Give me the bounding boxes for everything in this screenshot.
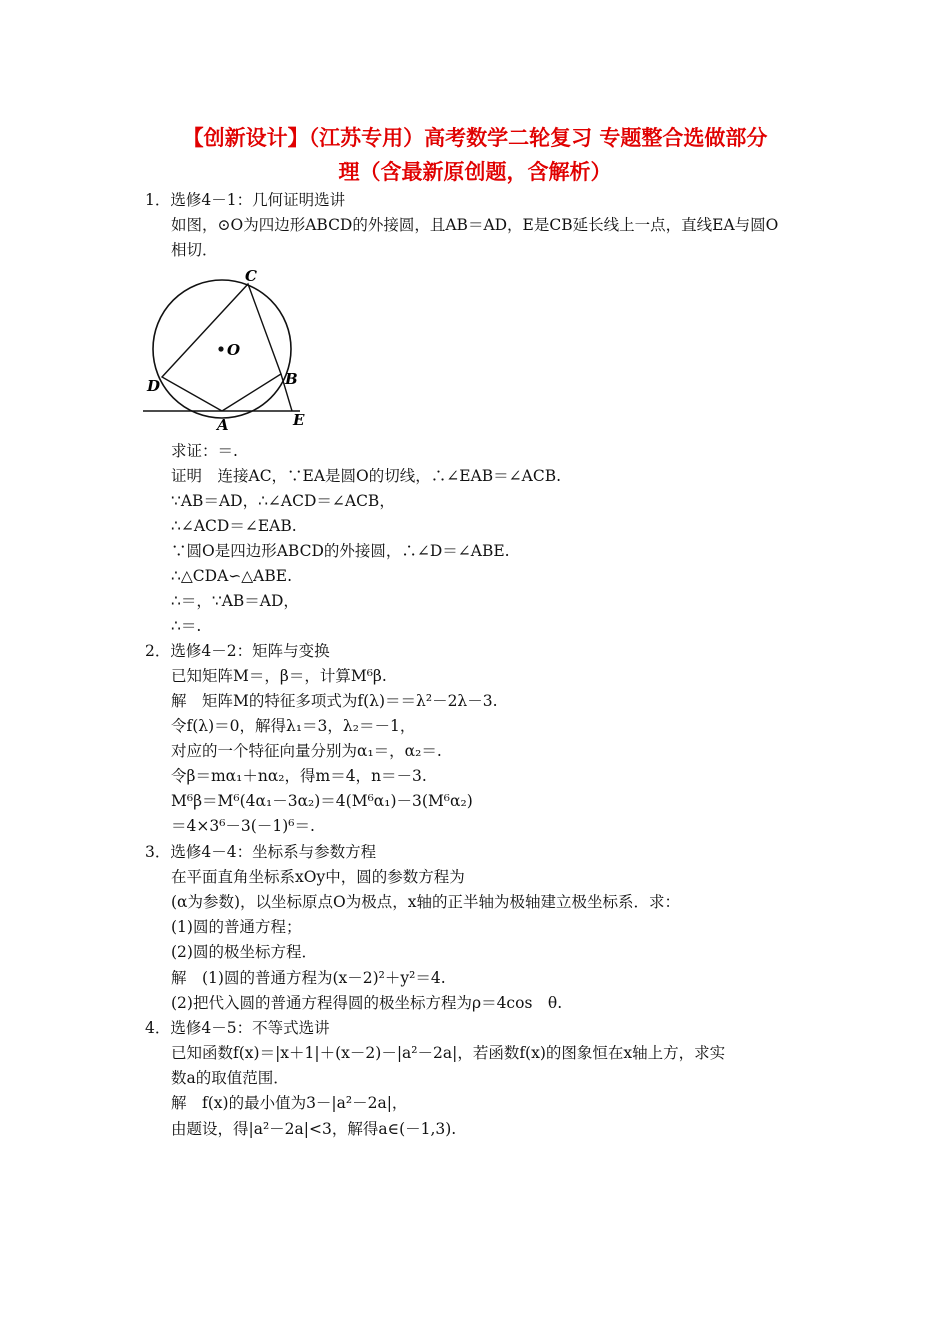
q1-proof-line-6: ∴＝，∵AB＝AD， [171, 592, 299, 610]
q2-solution-line-2: 令f(λ)＝0，解得λ₁＝3，λ₂＝－1， [171, 717, 416, 735]
q2-solution-line-4: 令β＝mα₁＋nα₂，得m＝4，n＝－3. [171, 767, 427, 785]
q2-solution-line-1: 解 矩阵M的特征多项式为f(λ)＝＝λ²－2λ－3. [171, 692, 498, 710]
q2-heading: 2．选修4－2：矩阵与变换 [145, 642, 330, 660]
q4-stem-line-1: 已知函数f(x)＝|x＋1|＋(x－2)－|a²－2a|，若函数f(x)的图象恒在x轴上方，求实 [171, 1044, 726, 1062]
q1-stem-line-2: 相切． [171, 241, 218, 259]
q1-proof-line-4: ∵圆O是四边形ABCD的外接圆，∴∠D＝∠ABE. [171, 542, 510, 560]
q3-item-1: (1)圆的普通方程； [171, 918, 302, 936]
q1-proof-line-1: 证明 连接AC，∵EA是圆O的切线，∴∠EAB＝∠ACB. [171, 467, 562, 485]
q1-proof-line-5: ∴△CDA∽△ABE. [171, 567, 292, 585]
q2-stem: 已知矩阵M＝，β＝，计算M⁶β. [171, 667, 387, 685]
q3-stem-line-1: 在平面直角坐标系xOy中，圆的参数方程为 [171, 868, 465, 886]
label-d: D [147, 377, 161, 395]
document-title-line-2: 理（含最新原创题，含解析） [338, 160, 612, 184]
label-a: A [217, 416, 229, 434]
q4-stem-line-2: 数a的取值范围． [171, 1069, 289, 1087]
q1-proof-line-7: ∴＝. [171, 617, 202, 635]
q3-solution-line-1: 解 (1)圆的普通方程为(x－2)²＋y²＝4. [171, 969, 446, 987]
q3-item-2: (2)圆的极坐标方程． [171, 943, 317, 961]
q3-stem-line-2: (α为参数)，以坐标原点O为极点，x轴的正半轴为极轴建立极坐标系．求： [171, 893, 681, 911]
label-o: O [227, 341, 241, 359]
q4-solution-line-2: 由题设，得|a²－2a|<3，解得a∈(－1,3). [171, 1120, 457, 1138]
q2-solution-line-3: 对应的一个特征向量分别为α₁＝，α₂＝. [171, 742, 442, 760]
label-b: B [285, 370, 298, 388]
q1-stem-line-1: 如图，⊙O为四边形ABCD的外接圆，且AB＝AD，E是CB延长线上一点，直线EA与圆O [171, 216, 779, 234]
q3-solution-line-2: (2)把代入圆的普通方程得圆的极坐标方程为ρ＝4cos θ. [171, 994, 563, 1012]
q1-heading: 1．选修4－1：几何证明选讲 [145, 191, 346, 209]
q3-heading: 3．选修4－4：坐标系与参数方程 [145, 843, 377, 861]
q4-solution-line-1: 解 f(x)的最小值为3－|a²－2a|， [171, 1094, 408, 1112]
q2-solution-line-6: ＝4×3⁶－3(－1)⁶＝. [171, 817, 315, 835]
label-c: C [245, 267, 257, 285]
geometry-figure [140, 264, 320, 434]
q1-proof-line-2: ∵AB＝AD，∴∠ACD＝∠ACB， [171, 492, 395, 510]
label-e: E [293, 411, 305, 429]
q1-proof-line-3: ∴∠ACD＝∠EAB. [171, 517, 297, 535]
q1-prove: 求证：＝. [171, 442, 238, 460]
q2-solution-line-5: M⁶β＝M⁶(4α₁－3α₂)＝4(M⁶α₁)－3(M⁶α₂) [171, 792, 473, 810]
document-title-line-1: 【创新设计】（江苏专用）高考数学二轮复习 专题整合选做部分 [182, 126, 768, 150]
q4-heading: 4．选修4－5：不等式选讲 [145, 1019, 330, 1037]
